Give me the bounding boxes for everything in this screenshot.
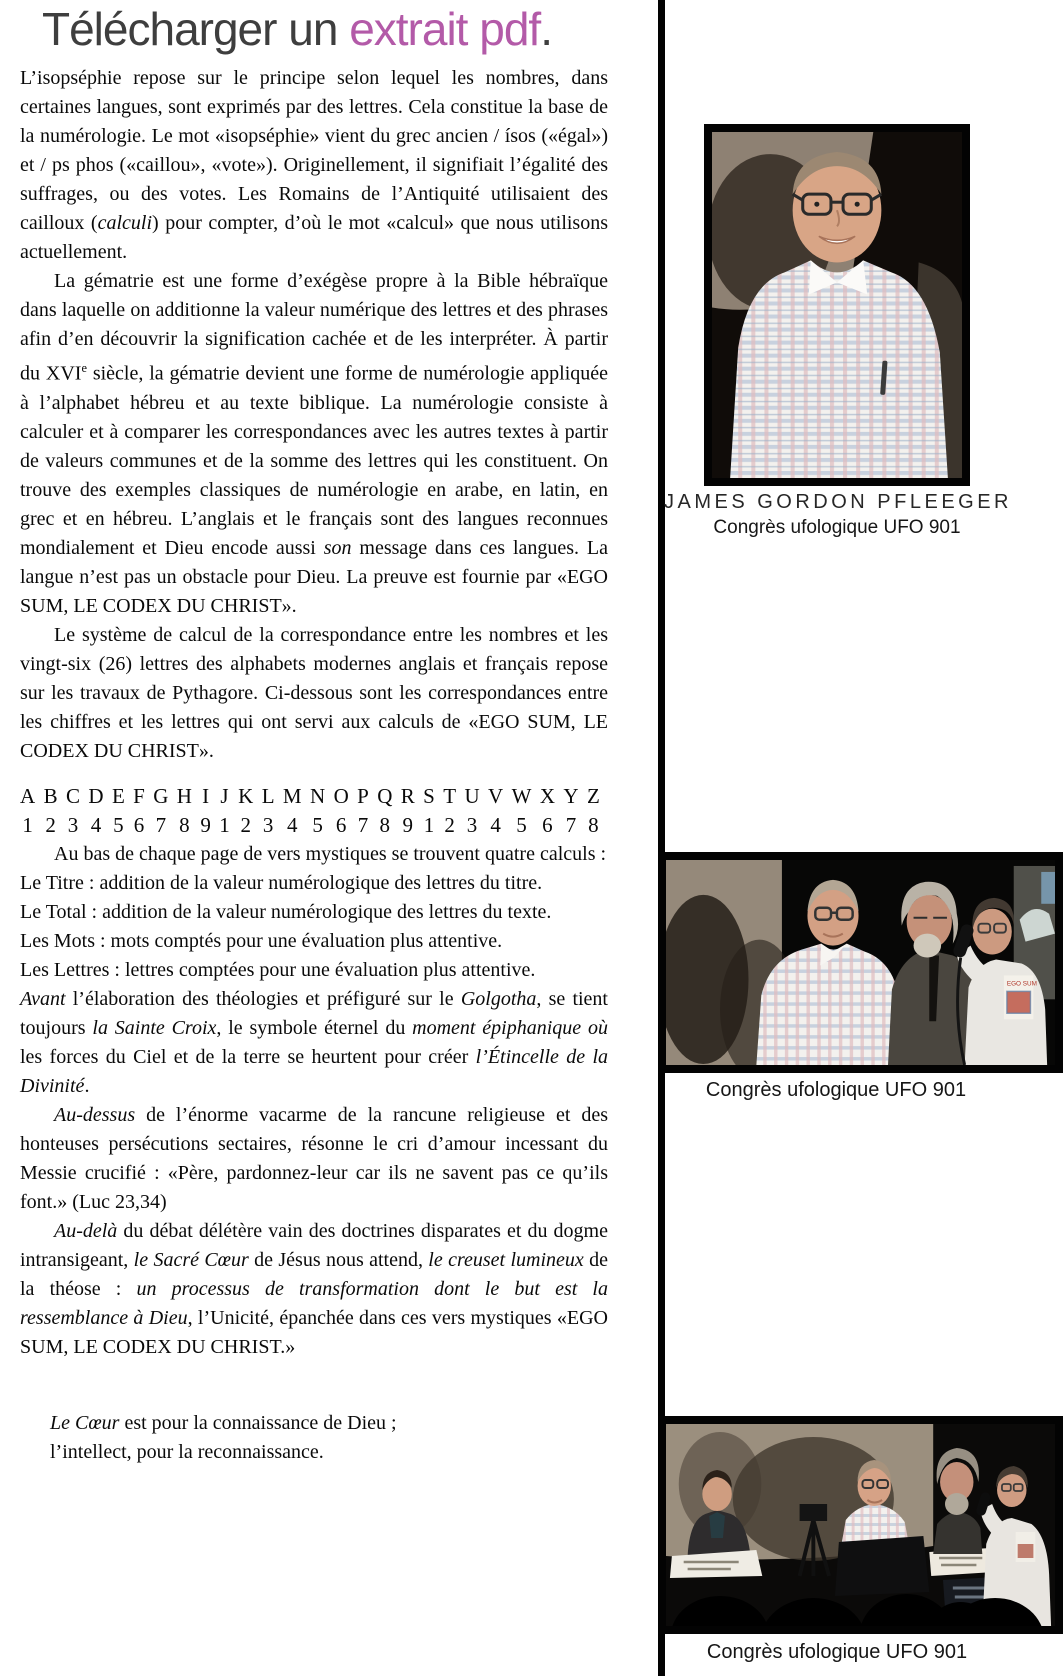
alphabet-cell: I 9 — [200, 783, 211, 837]
alphabet-cell: S 1 — [423, 783, 435, 837]
alphabet-cell: D 4 — [88, 783, 104, 837]
alphabet-cell: P 7 — [357, 783, 369, 837]
alphabet-cell: C 3 — [65, 783, 80, 837]
booklet-title: EGO SUM — [1006, 980, 1037, 988]
alphabet-cell: B 2 — [43, 783, 58, 837]
alphabet-cell: X 6 — [539, 783, 555, 837]
paragraph-au-dela: Au-delà du débat délétère vain des doctrines disparates et du dogme intransigeant, le Sacré Cœur de Jésus nous attend, le creuset lumineux de la théose : un processus de transformation dont le but est la ressemblance à Dieu, l’Unicité, épanchée dans ces vers mystiques «EGO SUM, LE CODEX DU CHRIST.» — [20, 1219, 609, 1358]
paragraph-systeme-calcul: Le système de calcul de la correspondance entre les nombres et les vingt-six (26) lettres des alphabets modernes anglais et français repose sur les travaux de Pythagore. Ci-dessous sont les correspondances entre les chiffres et les lettres qui ont servi aux calculs de «EGO SUM, LE CODEX DU CHRIST». — [20, 623, 608, 762]
alphabet-cell: T 2 — [443, 783, 457, 837]
article-body — [20, 64, 608, 1467]
alphabet-cell: O 6 — [333, 783, 349, 837]
alphabet-cell: G 7 — [153, 783, 169, 837]
closing-couplet — [20, 1409, 608, 1467]
photo-caption-name: JAMES GORDON PFLEEGER — [664, 491, 1012, 513]
definition-total: Le Total : addition de la valeur numérologique des lettres du texte. — [20, 900, 552, 923]
photo-congres-trio — [658, 852, 1063, 1073]
alphabet-cell: R 9 — [400, 783, 415, 837]
definition-lettres: Les Lettres : lettres comptées pour une évaluation plus attentive. — [20, 958, 536, 981]
alphabet-cell: W 5 — [511, 783, 532, 837]
definition-mots: Les Mots : mots comptés pour une évaluation plus attentive. — [20, 929, 503, 952]
couplet-line: Le Cœur est pour la connaissance de Dieu ; — [50, 1411, 397, 1434]
alphabet-cell: H 8 — [176, 783, 192, 837]
alphabet-cell: Z 8 — [586, 783, 600, 837]
paragraph-avant: Avant l’élaboration des théologies et préfiguré sur le Golgotha, se tient toujours la Sainte Croix, le symbole éternel du moment épiphanique où les forces du Ciel et de la terre se heurtent pour créer l’Étincelle de la Divinité. — [20, 987, 609, 1097]
definition-titre: Le Titre : addition de la valeur numérologique des lettres du titre. — [20, 871, 543, 894]
photo-caption: Congrès ufologique UFO 901 — [705, 1079, 967, 1101]
alphabet-cell: N 5 — [310, 783, 326, 837]
photo-congres-panel — [658, 1416, 1063, 1634]
alphabet-cell: E 5 — [111, 783, 125, 837]
paragraph-au-dessus: Au-dessus de l’énorme vacarme de la rancune religieuse et des honteuses persécutions sectaires, résonne le cri d’amour incessant du Messie crucifié : «Père, pardonnez-leur car ils ne savent pas ce qu’ils font.» (Luc 23,34) — [20, 1103, 608, 1213]
title-prefix: Télécharger un — [42, 3, 350, 55]
alphabet-cell: K 2 — [238, 783, 254, 837]
conference-image — [666, 860, 1055, 1065]
paragraph-isopsephie: L’isopséphie repose sur le principe selon lequel les nombres, dans certaines langues, sont exprimés par des lettres. Cela constitue la base de la numérologie. Le mot «isopséphie» vient du grec ancien / ísos («égal») et / ps phos («caillou», «vote»). Originellement, il signifiait l’égalité des suffrages, ou des votes. Les Romains de l’Antiquité utilisaient des cailloux (calculi) pour compter, d’où le mot «calcul» que nous utilisons actuellement. — [20, 67, 608, 263]
alphabet-cell: Y 7 — [563, 783, 579, 837]
photo-caption: Congrès ufologique UFO 901 — [706, 1641, 968, 1663]
portrait-image — [712, 132, 962, 478]
paragraph-au-bas: Au bas de chaque page de vers mystiques se trouvent quatre calculs : — [54, 842, 607, 865]
alphabet-cell: Q 8 — [377, 783, 393, 837]
alphabet-cell: L 3 — [261, 783, 275, 837]
alphabet-cell: A 1 — [20, 783, 36, 837]
alphabet-number-table — [20, 782, 600, 840]
title-suffix: . — [540, 3, 552, 55]
photo-james-gordon-pfleeger — [704, 124, 970, 486]
extrait-pdf-link[interactable]: extrait pdf — [349, 3, 541, 55]
ego-sum-booklet — [1004, 975, 1037, 1019]
alphabet-cell: F 6 — [133, 783, 145, 837]
alphabet-cell: M 4 — [282, 783, 302, 837]
alphabet-cell: J 1 — [219, 783, 230, 837]
alphabet-cell: U 3 — [464, 783, 480, 837]
alphabet-cell: V 4 — [488, 783, 504, 837]
page-title — [42, 2, 552, 56]
paragraph-gematrie: La gématrie est une forme d’exégèse propre à la Bible hébraïque dans laquelle on additionne la valeur numérique des lettres et des phrases afin d’en découvrir la signification cachée et de les interpréter. À partir du XVIe siècle, la gématrie devient une forme de numérologie appliquée à l’alphabet hébreu et au texte biblique. La numérologie consiste à calculer et à comparer les correspondances avec les autres textes à partir de valeurs communes et de la somme des lettres qui les constituent. On trouve des exemples classiques de numérologie en arabe, en latin, en grec et en hébreu. L’anglais et le français sont des langues reconnues mondialement et Dieu encode aussi son message dans ces langues. La langue n’est pas un obstacle pour Dieu. La preuve est fournie par «EGO SUM, LE CODEX DU CHRIST». — [20, 270, 609, 617]
stage-image — [666, 1424, 1055, 1626]
photo-caption: Congrès ufologique UFO 901 — [713, 517, 961, 538]
couplet-line: l’intellect, pour la reconnaissance. — [50, 1440, 324, 1463]
lectern — [835, 1536, 929, 1596]
